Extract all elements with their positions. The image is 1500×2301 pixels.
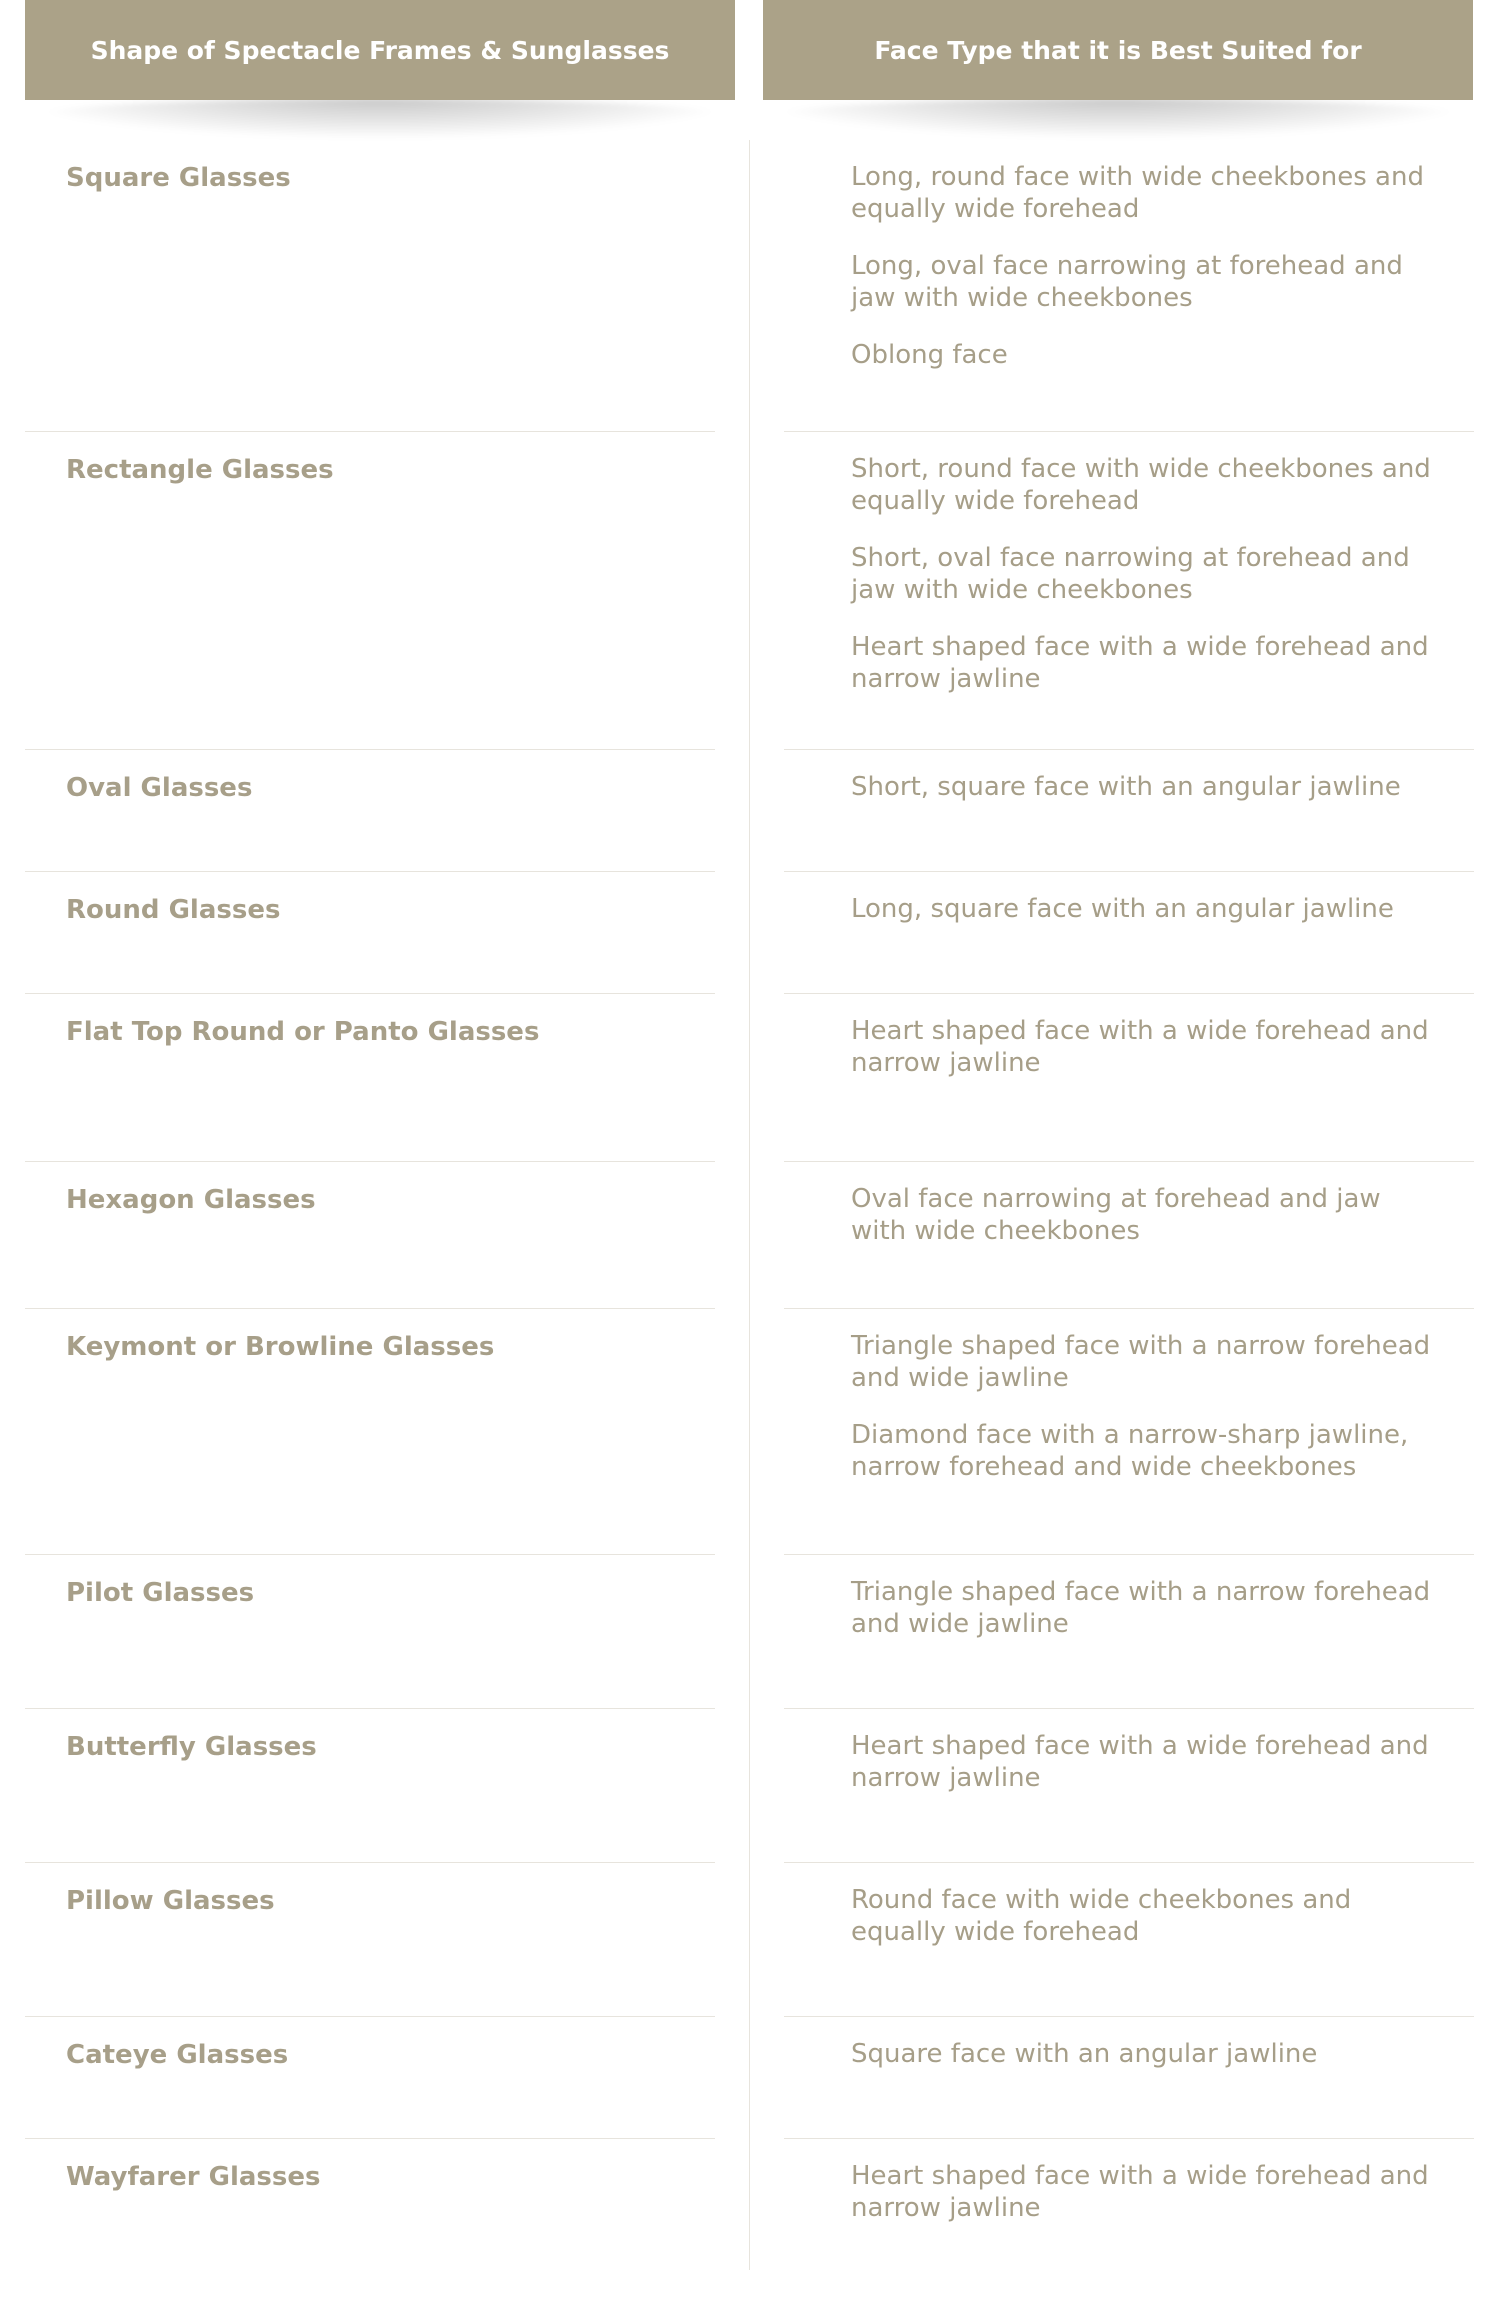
table-row bbox=[0, 994, 1500, 1162]
face-type-list bbox=[851, 1330, 1441, 1483]
table-row bbox=[0, 140, 1500, 432]
table-row bbox=[0, 1555, 1500, 1709]
frame-shape-name: Flat Top Round or Panto Glasses bbox=[66, 1017, 540, 1047]
face-type-item: Heart shaped face with a wide forehead and narrow jawline bbox=[851, 1731, 1429, 1793]
frame-shape-name: Oval Glasses bbox=[66, 773, 253, 803]
table-body bbox=[0, 140, 1500, 2271]
face-type-item: Triangle shaped face with a narrow forehead and wide jawline bbox=[851, 1577, 1431, 1639]
face-type-list bbox=[851, 893, 1441, 925]
frame-shape-name: Rectangle Glasses bbox=[66, 455, 334, 485]
table-row bbox=[0, 2017, 1500, 2139]
frame-shape-name: Pilot Glasses bbox=[66, 1578, 255, 1608]
table-row bbox=[0, 750, 1500, 872]
header-shadow-right bbox=[763, 98, 1473, 138]
face-type-item: Long, square face with an angular jawline bbox=[851, 894, 1394, 924]
face-type-item: Oval face narrowing at forehead and jaw with wide cheekbones bbox=[851, 1184, 1381, 1246]
table-row bbox=[0, 872, 1500, 994]
frame-shape-name: Round Glasses bbox=[66, 895, 281, 925]
face-type-list bbox=[851, 1730, 1441, 1794]
face-type-item: Short, square face with an angular jawline bbox=[851, 772, 1401, 802]
face-type-item: Triangle shaped face with a narrow forehead and wide jawline bbox=[851, 1331, 1431, 1393]
frame-shape-name: Keymont or Browline Glasses bbox=[66, 1332, 495, 1362]
frame-shape-name: Pillow Glasses bbox=[66, 1886, 275, 1916]
face-type-list bbox=[851, 1884, 1441, 1948]
face-type-list bbox=[851, 161, 1441, 371]
face-type-item: Diamond face with a narrow-sharp jawline, narrow forehead and wide cheekbones bbox=[851, 1420, 1409, 1482]
frame-shape-name: Butterfly Glasses bbox=[66, 1732, 317, 1762]
face-type-item: Oblong face bbox=[851, 340, 1008, 370]
header-shadow-left bbox=[25, 98, 735, 138]
frame-shape-name: Cateye Glasses bbox=[66, 2040, 289, 2070]
frame-shape-name: Square Glasses bbox=[66, 163, 291, 193]
face-type-list bbox=[851, 1183, 1441, 1247]
table-row bbox=[0, 1863, 1500, 2017]
face-type-item: Long, oval face narrowing at forehead and jaw with wide cheekbones bbox=[851, 251, 1403, 313]
face-type-item: Short, round face with wide cheekbones and equally wide forehead bbox=[851, 454, 1431, 516]
face-type-item: Heart shaped face with a wide forehead and narrow jawline bbox=[851, 2161, 1429, 2223]
face-type-item: Square face with an angular jawline bbox=[851, 2039, 1318, 2069]
face-type-item: Long, round face with wide cheekbones and equally wide forehead bbox=[851, 162, 1424, 224]
table-row bbox=[0, 1309, 1500, 1555]
column-header-shape: Shape of Spectacle Frames & Sunglasses bbox=[25, 0, 735, 100]
column-header-face-type: Face Type that it is Best Suited for bbox=[763, 0, 1473, 100]
face-type-list bbox=[851, 453, 1441, 695]
table-row bbox=[0, 432, 1500, 750]
face-type-item: Round face with wide cheekbones and equally wide forehead bbox=[851, 1885, 1352, 1947]
table-row bbox=[0, 2139, 1500, 2271]
face-type-list bbox=[851, 2038, 1441, 2070]
table-row bbox=[0, 1162, 1500, 1309]
frame-shape-name: Hexagon Glasses bbox=[66, 1185, 316, 1215]
face-type-list bbox=[851, 1576, 1441, 1640]
face-type-item: Heart shaped face with a wide forehead and narrow jawline bbox=[851, 1016, 1429, 1078]
face-type-item: Short, oval face narrowing at forehead and jaw with wide cheekbones bbox=[851, 543, 1410, 605]
face-type-list bbox=[851, 2160, 1441, 2224]
face-type-list bbox=[851, 771, 1441, 803]
table-row bbox=[0, 1709, 1500, 1863]
face-type-item: Heart shaped face with a wide forehead and narrow jawline bbox=[851, 632, 1429, 694]
face-type-list bbox=[851, 1015, 1441, 1079]
frame-shape-name: Wayfarer Glasses bbox=[66, 2162, 321, 2192]
